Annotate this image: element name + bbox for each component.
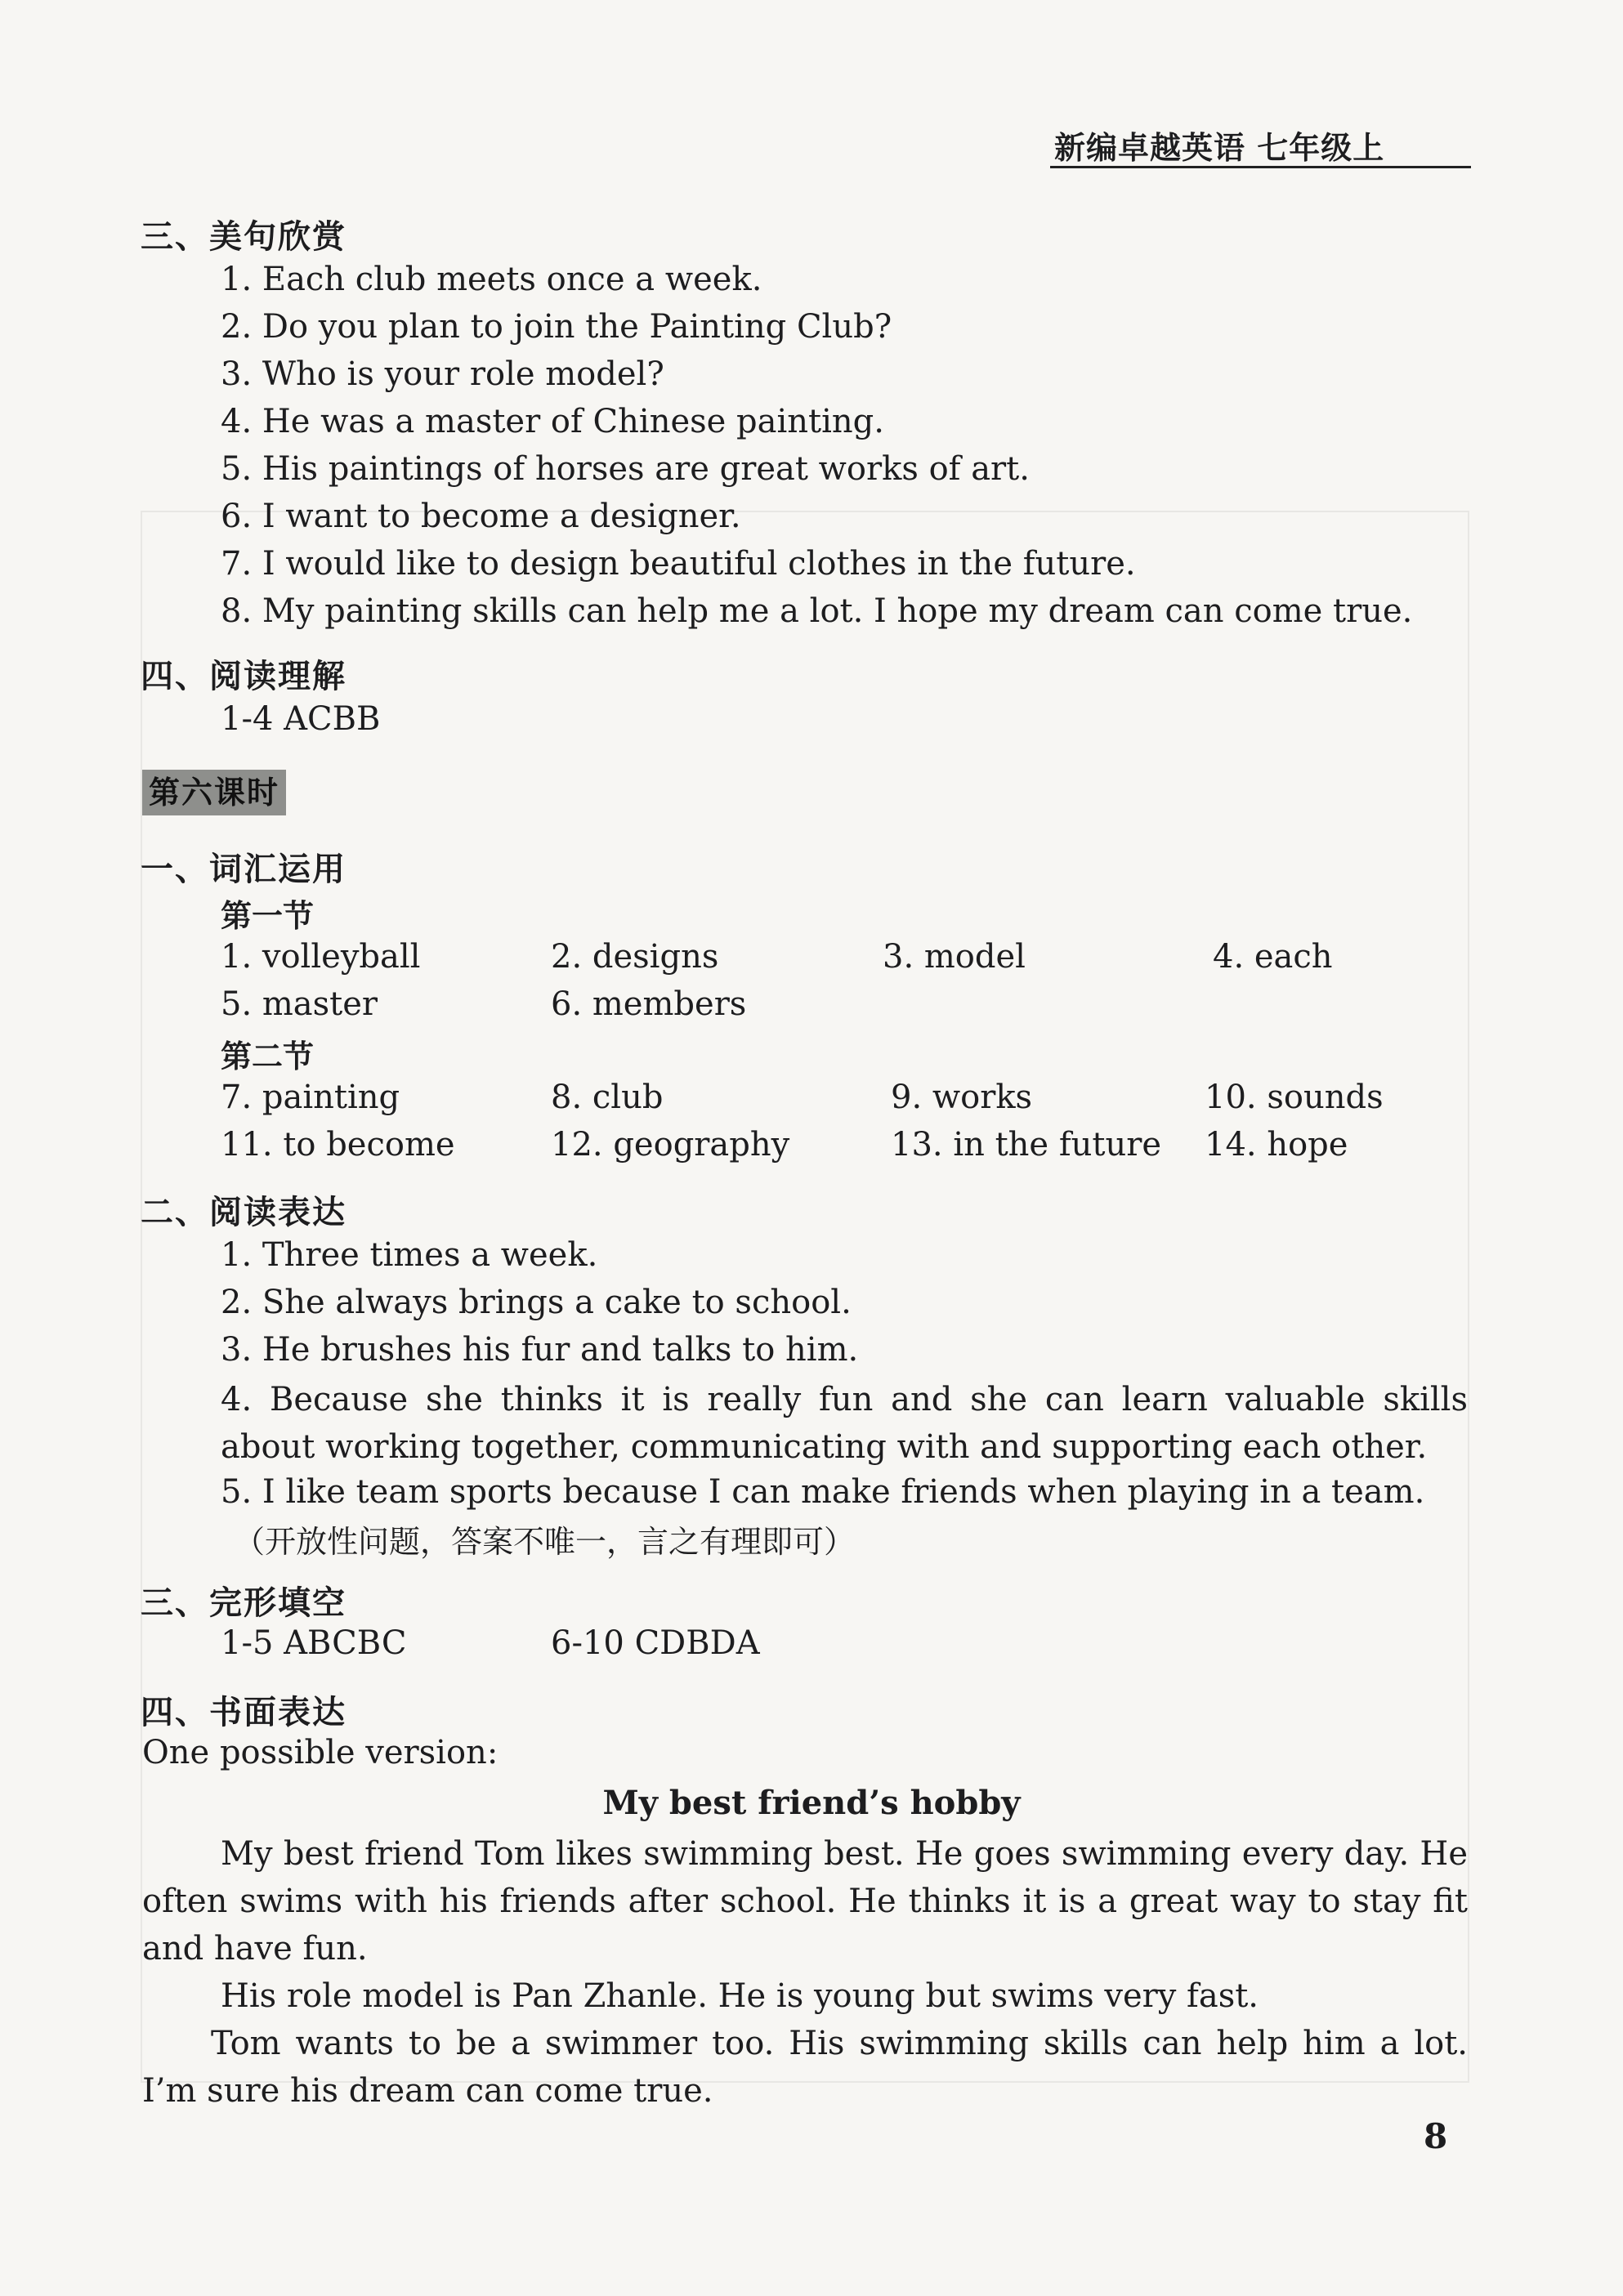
vocab-answer-6: 6. members — [551, 985, 747, 1023]
section-heading-sentences: 三、美句欣赏 — [141, 217, 347, 256]
lesson-six-label: 第六课时 — [142, 770, 286, 815]
vocab-answer-5: 5. master — [221, 985, 378, 1023]
sentence-6: 6. I want to become a designer. — [221, 498, 741, 535]
vocab-answer-10: 10. sounds — [1205, 1079, 1384, 1116]
page-number: 8 — [1424, 2116, 1448, 2156]
reading-comprehension-answer: 1-4 ACBB — [221, 700, 381, 738]
part-one-title: 第一节 — [221, 897, 315, 934]
sentence-2: 2. Do you plan to join the Painting Club? — [221, 308, 892, 346]
sentence-8: 8. My painting skills can help me a lot. I hope my dream can come true. — [221, 592, 1413, 630]
vocab-answer-3: 3. model — [883, 938, 1026, 976]
book-header-title: 新编卓越英语 七年级上 — [1054, 129, 1385, 166]
section-heading-reading-expression: 二、阅读表达 — [141, 1193, 347, 1231]
vocab-answer-4: 4. each — [1213, 938, 1333, 976]
essay-paragraph-2: His role model is Pan Zhanle. He is young but swims very fast. — [221, 1977, 1259, 2015]
vocab-answer-7: 7. painting — [221, 1079, 400, 1116]
sentence-1: 1. Each club meets once a week. — [221, 261, 762, 298]
vocab-answer-12: 12. geography — [551, 1126, 790, 1164]
vocab-answer-8: 8. club — [551, 1079, 664, 1116]
writing-intro: One possible version: — [142, 1734, 499, 1771]
reading-answer-1: 1. Three times a week. — [221, 1236, 598, 1274]
sentence-5: 5. His paintings of horses are great works of art. — [221, 450, 1030, 488]
sentence-3: 3. Who is your role model? — [221, 355, 664, 393]
reading-answer-2: 2. She always brings a cake to school. — [221, 1284, 852, 1321]
vocab-answer-13: 13. in the future — [891, 1126, 1162, 1164]
reading-answer-3: 3. He brushes his fur and talks to him. — [221, 1331, 859, 1369]
open-question-note: （开放性问题，答案不唯一，言之有理即可） — [234, 1524, 856, 1560]
section-heading-vocabulary: 一、词汇运用 — [141, 850, 347, 888]
section-heading-reading-comprehension: 四、阅读理解 — [141, 657, 347, 695]
essay-paragraph-3: Tom wants to be a swimmer too. His swimming skills can help him a lot. I’m sure his dream can come true. — [142, 2025, 1468, 2110]
essay-paragraph-1: My best friend Tom likes swimming best. He goes swimming every day. He often swims with his friends after school. He thinks it is a great way to stay fit and have fun. — [142, 1835, 1468, 1968]
essay-title: My best friend’s hobby — [602, 1784, 1021, 1822]
vocab-answer-2: 2. designs — [551, 938, 719, 976]
vocab-answer-1: 1. volleyball — [221, 938, 421, 976]
part-two-title: 第二节 — [221, 1038, 315, 1074]
vocab-answer-14: 14. hope — [1205, 1126, 1348, 1164]
vocab-answer-9: 9. works — [891, 1079, 1033, 1116]
cloze-answer-1-5: 1-5 ABCBC — [221, 1624, 407, 1662]
section-heading-writing: 四、书面表达 — [141, 1693, 347, 1731]
reading-answer-4: 4. Because she thinks it is really fun and she can learn valuable skills about working together, communicating with and supporting each other. — [221, 1381, 1468, 1466]
sentence-4: 4. He was a master of Chinese painting. — [221, 403, 884, 440]
section-heading-cloze: 三、完形填空 — [141, 1584, 347, 1622]
header-rule — [1050, 166, 1471, 168]
vocab-answer-11: 11. to become — [221, 1126, 455, 1164]
cloze-answer-6-10: 6-10 CDBDA — [551, 1624, 760, 1662]
sentence-7: 7. I would like to design beautiful clothes in the future. — [221, 545, 1136, 583]
reading-answer-5: 5. I like team sports because I can make friends when playing in a team. — [221, 1473, 1425, 1511]
